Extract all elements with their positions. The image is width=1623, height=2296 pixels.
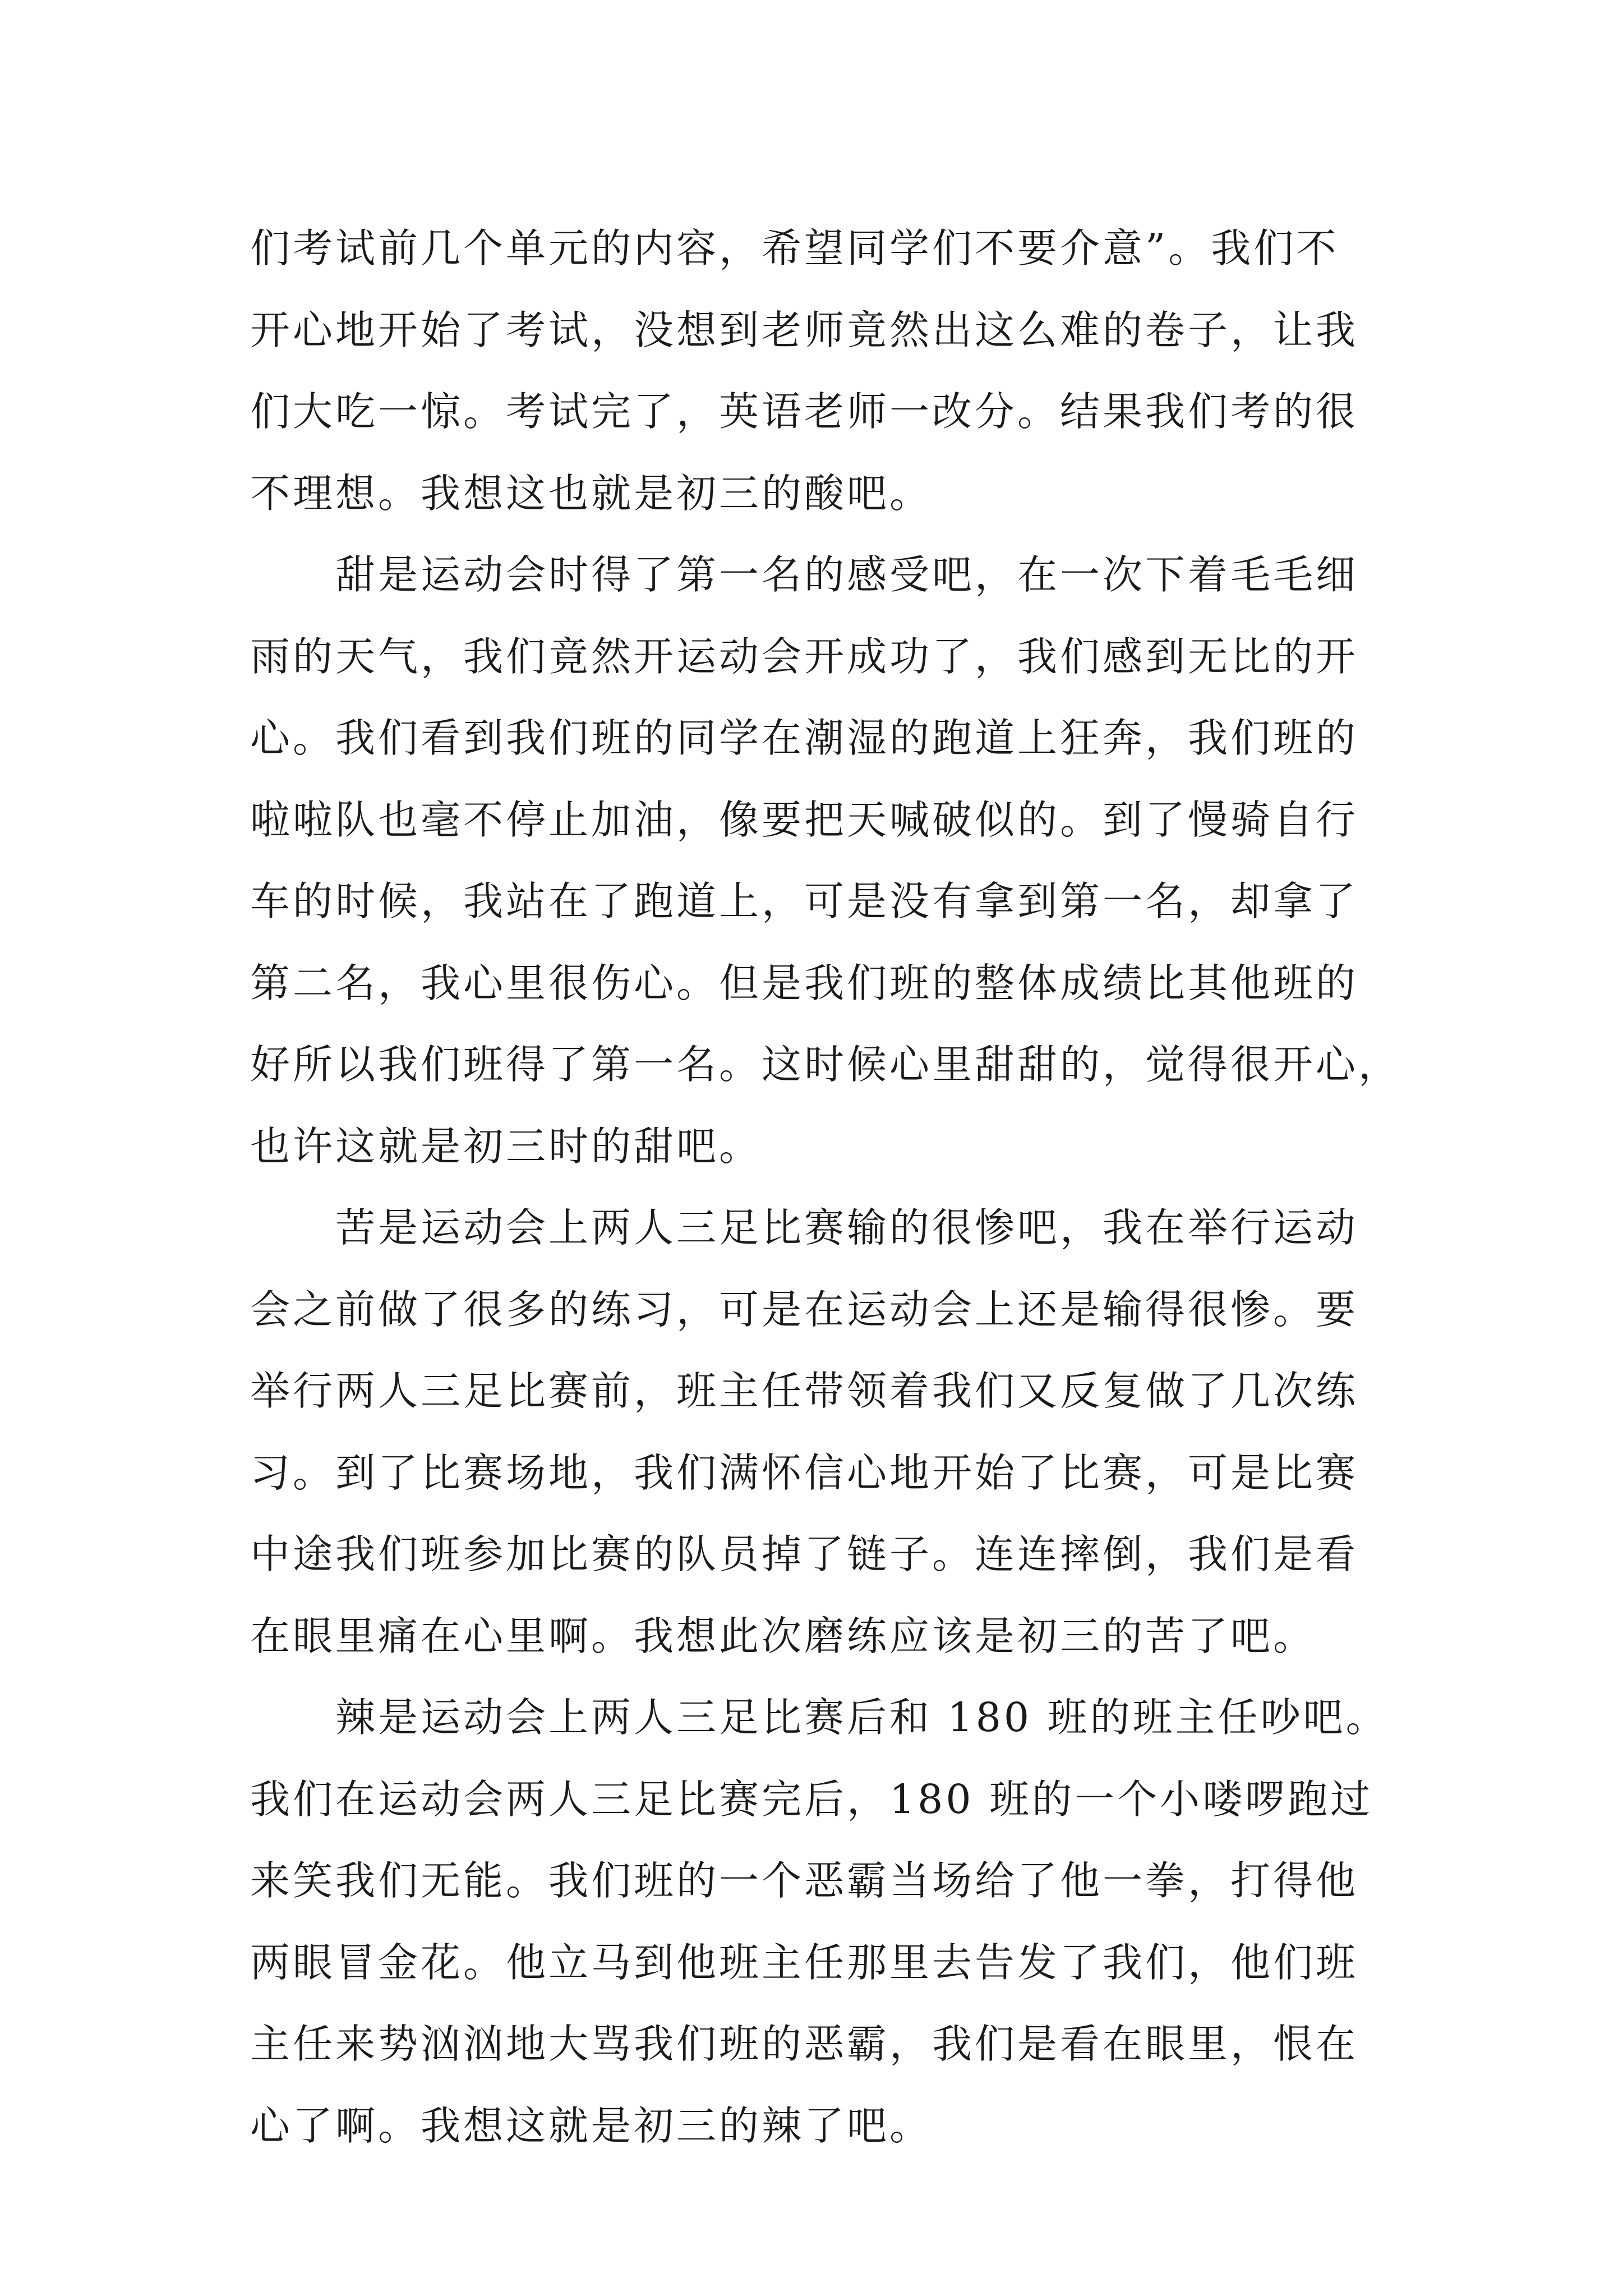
text-line: 来笑我们无能。我们班的一个恶霸当场给了他一拳，打得他 [250, 1857, 1359, 1904]
text-line: 也许这就是初三时的甜吧。 [250, 1122, 762, 1170]
text-line: 开心地开始了考试，没想到老师竟然出这么难的卷子，让我 [250, 306, 1359, 353]
text-line: 我们在运动会两人三足比赛完后，180 班的一个小喽啰跑过 [250, 1775, 1373, 1823]
text-line: 们考试前几个单元的内容，希望同学们不要介意”。我们不 [250, 225, 1339, 272]
text-line: 主任来势汹汹地大骂我们班的恶霸，我们是看在眼里，恨在 [250, 2021, 1359, 2067]
text-line: 们大吃一惊。考试完了，英语老师一改分。结果我们考的很 [250, 388, 1359, 435]
text-line: 举行两人三足比赛前，班主任带领着我们又反复做了几次练 [250, 1368, 1359, 1414]
text-line: 在眼里痛在心里啊。我想此次磨练应该是初三的苦了吧。 [250, 1612, 1316, 1659]
text-line: 车的时候，我站在了跑道上，可是没有拿到第一名，却拿了 [250, 878, 1359, 924]
text-line: 辣是运动会上两人三足比赛后和 180 班的班主任吵吧。 [335, 1694, 1389, 1741]
essay-body [250, 208, 1401, 2166]
text-line: 苦是运动会上两人三足比赛输的很惨吧，我在举行运动 [335, 1204, 1359, 1251]
text-line: 不理想。我想这也就是初三的酸吧。 [250, 470, 933, 517]
text-line: 心。我们看到我们班的同学在潮湿的跑道上狂奔，我们班的 [250, 715, 1359, 761]
text-line: 啦啦队也毫不停止加油，像要把天喊破似的。到了慢骑自行 [250, 796, 1359, 843]
text-line: 甜是运动会时得了第一名的感受吧，在一次下着毛毛细 [335, 551, 1359, 598]
paragraph-spicy [250, 1677, 1389, 2166]
text-line: 心了啊。我想这就是初三的辣了吧。 [250, 2102, 933, 2149]
paragraph-bitter [250, 1187, 1377, 1677]
text-line: 两眼冒金花。他立马到他班主任那里去告发了我们，他们班 [250, 1939, 1359, 1986]
text-line: 雨的天气，我们竟然开运动会开成功了，我们感到无比的开 [250, 633, 1359, 680]
text-line: 习。到了比赛场地，我们满怀信心地开始了比赛，可是比赛 [250, 1449, 1359, 1496]
text-line: 会之前做了很多的练习，可是在运动会上还是输得很惨。要 [250, 1286, 1359, 1333]
paragraph-sour [250, 208, 1377, 534]
text-line: 中途我们班参加比赛的队员掉了链子。连连摔倒，我们是看 [250, 1531, 1359, 1577]
text-line: 好所以我们班得了第一名。这时候心里甜甜的，觉得很开心， [250, 1041, 1401, 1088]
text-line: 第二名，我心里很伤心。但是我们班的整体成绩比其他班的 [250, 959, 1359, 1006]
paragraph-sweet [250, 534, 1401, 1187]
